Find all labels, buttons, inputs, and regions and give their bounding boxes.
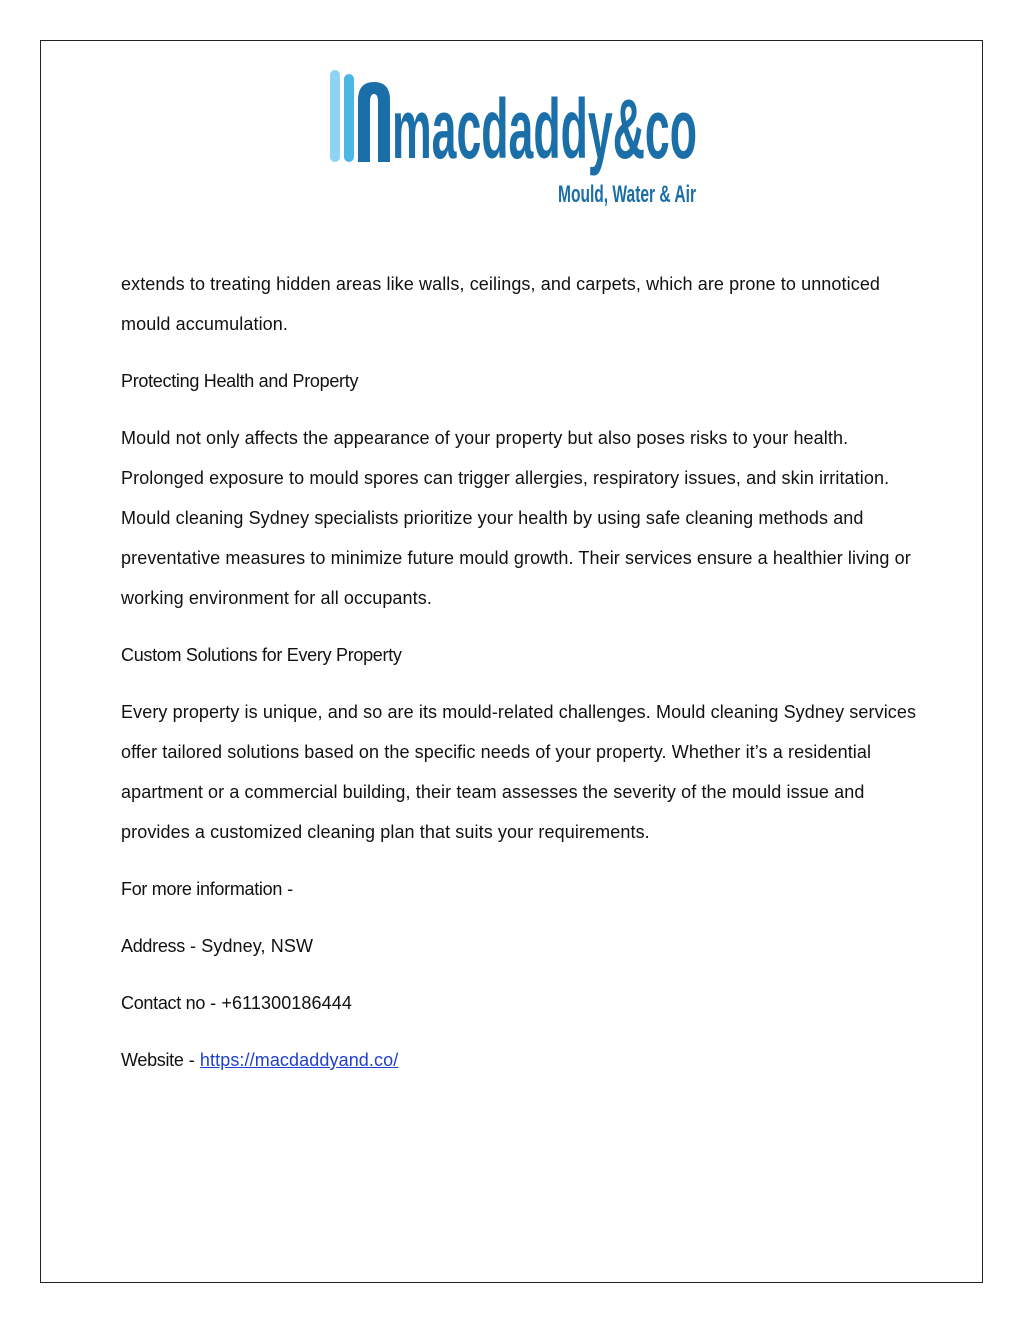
section-heading-custom: Custom Solutions for Every Property — [121, 645, 402, 665]
address-value: Sydney, NSW — [201, 936, 314, 956]
website-link[interactable]: https://macdaddyand.co/ — [199, 1050, 399, 1070]
contact-website — [121, 1040, 921, 1080]
address-separator: - — [184, 936, 202, 956]
address-label: Address — [121, 936, 185, 956]
contact-intro-label: For more information — [121, 879, 283, 899]
intro-paragraph: extends to treating hidden areas like walls, ceilings, and carpets, which are prone to unnoticed mould accumulation. — [121, 274, 881, 334]
contact-intro-separator: - — [282, 879, 294, 899]
section-body-health: Mould not only affects the appearance of your property but also poses risks to your health. Prolonged exposure to mould spores can trigger allergies, respiratory issues, and skin irritation. Mould cleaning Sydney specialists prioritize your health by using safe cleaning methods and preventative measures to minimize future mould growth. Their services ensure a healthier living or working environment for all occupants. — [121, 428, 911, 608]
logo-wordmark: macdaddy&co — [392, 82, 697, 176]
contact-address — [121, 926, 921, 966]
section-heading-health: Protecting Health and Property — [121, 371, 359, 391]
section-body-custom: Every property is unique, and so are its mould-related challenges. Mould cleaning Sydney services offer tailored solutions based on the specific needs of your property. Whether it’s a residential apartment or a commercial building, their team assesses the severity of the mould issue and provides a customized cleaning plan that suits your requirements. — [121, 702, 917, 842]
contact-phone — [121, 983, 921, 1023]
website-label: Website — [121, 1050, 184, 1070]
document-body — [121, 264, 921, 1097]
phone-separator: - — [205, 993, 222, 1013]
contact-intro — [121, 869, 921, 909]
phone-label: Contact no — [121, 993, 206, 1013]
logo-tagline: Mould, Water & Air — [558, 181, 696, 208]
website-separator: - — [183, 1050, 200, 1070]
phone-value: +611300186444 — [221, 993, 352, 1013]
logo-mark-icon — [330, 70, 390, 162]
brand-logo — [328, 60, 708, 212]
